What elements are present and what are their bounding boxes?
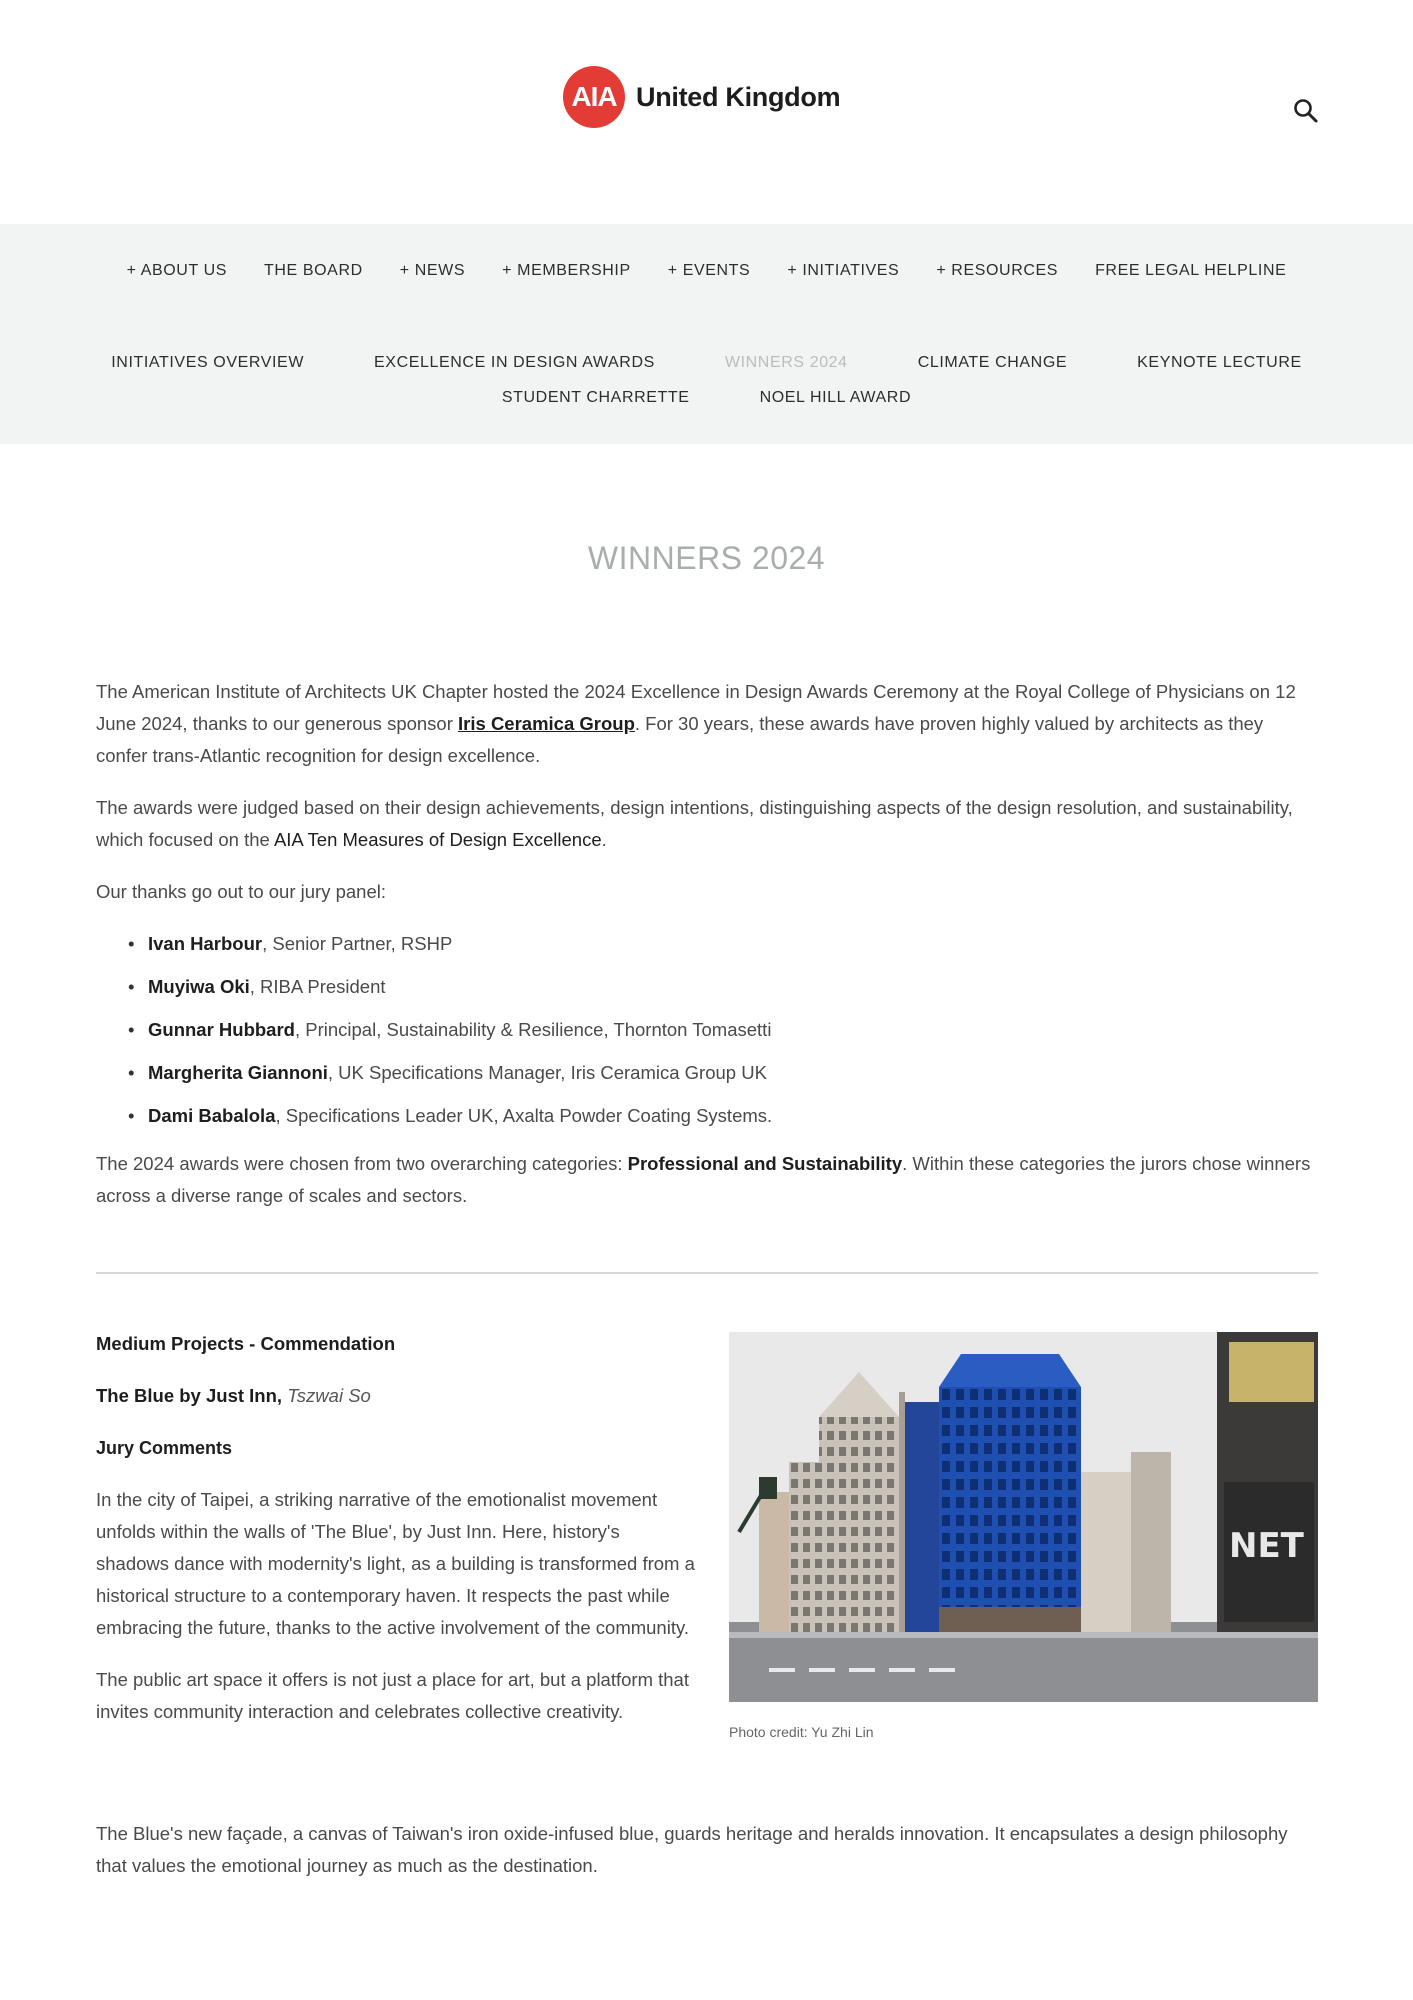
logo-text: United Kingdom: [636, 81, 841, 112]
jury-role: , Principal, Sustainability & Resilience, Thornton Tomasetti: [294, 1019, 772, 1040]
jury-member: [148, 1100, 1318, 1132]
nav-the-board[interactable]: THE BOARD: [264, 262, 363, 279]
project-title: [96, 1380, 696, 1412]
subnav-student-charrette[interactable]: STUDENT CHARRETTE: [501, 389, 690, 406]
nav-news[interactable]: + NEWS: [399, 262, 466, 279]
jury-member: [148, 971, 1318, 1003]
jury-name: Ivan Harbour: [148, 933, 263, 954]
intro-text: .: [601, 829, 607, 850]
nav-membership[interactable]: + MEMBERSHIP: [502, 262, 631, 279]
search-icon[interactable]: [1293, 98, 1319, 124]
project-architect: Tszwai So: [287, 1385, 371, 1406]
storefront-sign: NET: [1229, 1526, 1304, 1566]
subnav-initiatives-overview[interactable]: INITIATIVES OVERVIEW: [111, 354, 305, 371]
aia-logo-mark: AIA: [563, 66, 625, 128]
jury-intro: Our thanks go out to our jury panel:: [96, 881, 387, 902]
jury-member: [148, 928, 1318, 960]
jury-list: [96, 928, 1318, 1132]
intro-content: [96, 676, 1318, 1232]
jury-comments-heading: Jury Comments: [96, 1438, 233, 1458]
project-details: [96, 1328, 696, 1748]
subnav-winners-2024[interactable]: WINNERS 2024: [724, 354, 848, 371]
sponsor-link[interactable]: Iris Ceramica Group: [458, 713, 635, 734]
primary-nav: [0, 262, 1413, 280]
jury-role: , Specifications Leader UK, Axalta Powder Coating Systems.: [275, 1105, 773, 1126]
intro-text: . For 30 years, these awards have proven highly valued by architects as they confer trans-Atlantic recognition for design excellence.: [96, 713, 1264, 766]
sub-nav-row-1: [0, 354, 1413, 372]
subnav-excellence-in-design-awards[interactable]: EXCELLENCE IN DESIGN AWARDS: [374, 354, 655, 371]
nav-events[interactable]: + EVENTS: [667, 262, 751, 279]
categories-text: . Within these categories the jurors chose winners across a diverse range of scales and sectors.: [96, 1153, 1311, 1206]
nav-resources[interactable]: + RESOURCES: [936, 262, 1059, 279]
jury-member: [148, 1057, 1318, 1089]
categories-bold: Professional and Sustainability: [627, 1153, 903, 1174]
subnav-keynote-lecture[interactable]: KEYNOTE LECTURE: [1137, 354, 1302, 371]
intro-text: The awards were judged based on their design achievements, design intentions, distinguishing aspects of the design resolution, and sustainability, which focused on the: [96, 797, 1293, 850]
project-category: Medium Projects - Commendation: [96, 1333, 396, 1354]
nav-about-us[interactable]: + ABOUT US: [126, 262, 228, 279]
jury-role: , RIBA President: [249, 976, 386, 997]
site-logo[interactable]: [563, 66, 840, 128]
project-photo: [729, 1332, 1318, 1702]
jury-comment-2: The public art space it offers is not just a place for art, but a platform that invites community interaction and celebrates collective creativity.: [96, 1669, 689, 1722]
subnav-noel-hill-award[interactable]: NOEL HILL AWARD: [759, 389, 912, 406]
section-divider: [96, 1272, 1318, 1274]
jury-name: Dami Babalola: [148, 1105, 276, 1126]
site-header: [0, 0, 1413, 224]
ten-measures-link[interactable]: AIA Ten Measures of Design Excellence: [273, 829, 602, 850]
page-title: WINNERS 2024: [587, 540, 826, 576]
intro-text: The American Institute of Architects UK Chapter hosted the 2024 Excellence in Design Awards Ceremony at the Royal College of Physicians on 12 June 2024, thanks to our generous sponsor: [96, 681, 1296, 734]
project-name: The Blue by Just Inn,: [96, 1385, 283, 1406]
photo-credit: Photo credit: Yu Zhi Lin: [729, 1724, 874, 1740]
categories-paragraph: [96, 1148, 1318, 1212]
jury-role: , Senior Partner, RSHP: [262, 933, 453, 954]
nav-free-legal-helpline[interactable]: FREE LEGAL HELPLINE: [1095, 262, 1287, 279]
intro-paragraph-2: [96, 792, 1318, 856]
jury-comment-1: In the city of Taipei, a striking narrative of the emotionalist movement unfolds within the walls of 'The Blue', by Just Inn. Here, history's shadows dance with modernity's light, as a building is transformed from a historical structure to a contemporary haven. It respects the past while embracing the future, thanks to the active involvement of the community.: [96, 1489, 695, 1638]
nav-initiatives[interactable]: + INITIATIVES: [787, 262, 900, 279]
jury-name: Margherita Giannoni: [148, 1062, 328, 1083]
intro-paragraph-1: [96, 676, 1318, 772]
jury-member: [148, 1014, 1318, 1046]
categories-text: The 2024 awards were chosen from two overarching categories:: [96, 1153, 628, 1174]
jury-role: , UK Specifications Manager, Iris Ceramica Group UK: [327, 1062, 767, 1083]
jury-name: Gunnar Hubbard: [148, 1019, 295, 1040]
jury-name: Muyiwa Oki: [148, 976, 250, 997]
jury-comment-3: The Blue's new façade, a canvas of Taiwan's iron oxide-infused blue, guards heritage and heralds innovation. It encapsulates a design philosophy that values the emotional journey as much as the destination.: [96, 1823, 1288, 1876]
subnav-climate-change[interactable]: CLIMATE CHANGE: [917, 354, 1068, 371]
main-navigation: [0, 224, 1413, 444]
sub-nav-row-2: [0, 389, 1413, 407]
